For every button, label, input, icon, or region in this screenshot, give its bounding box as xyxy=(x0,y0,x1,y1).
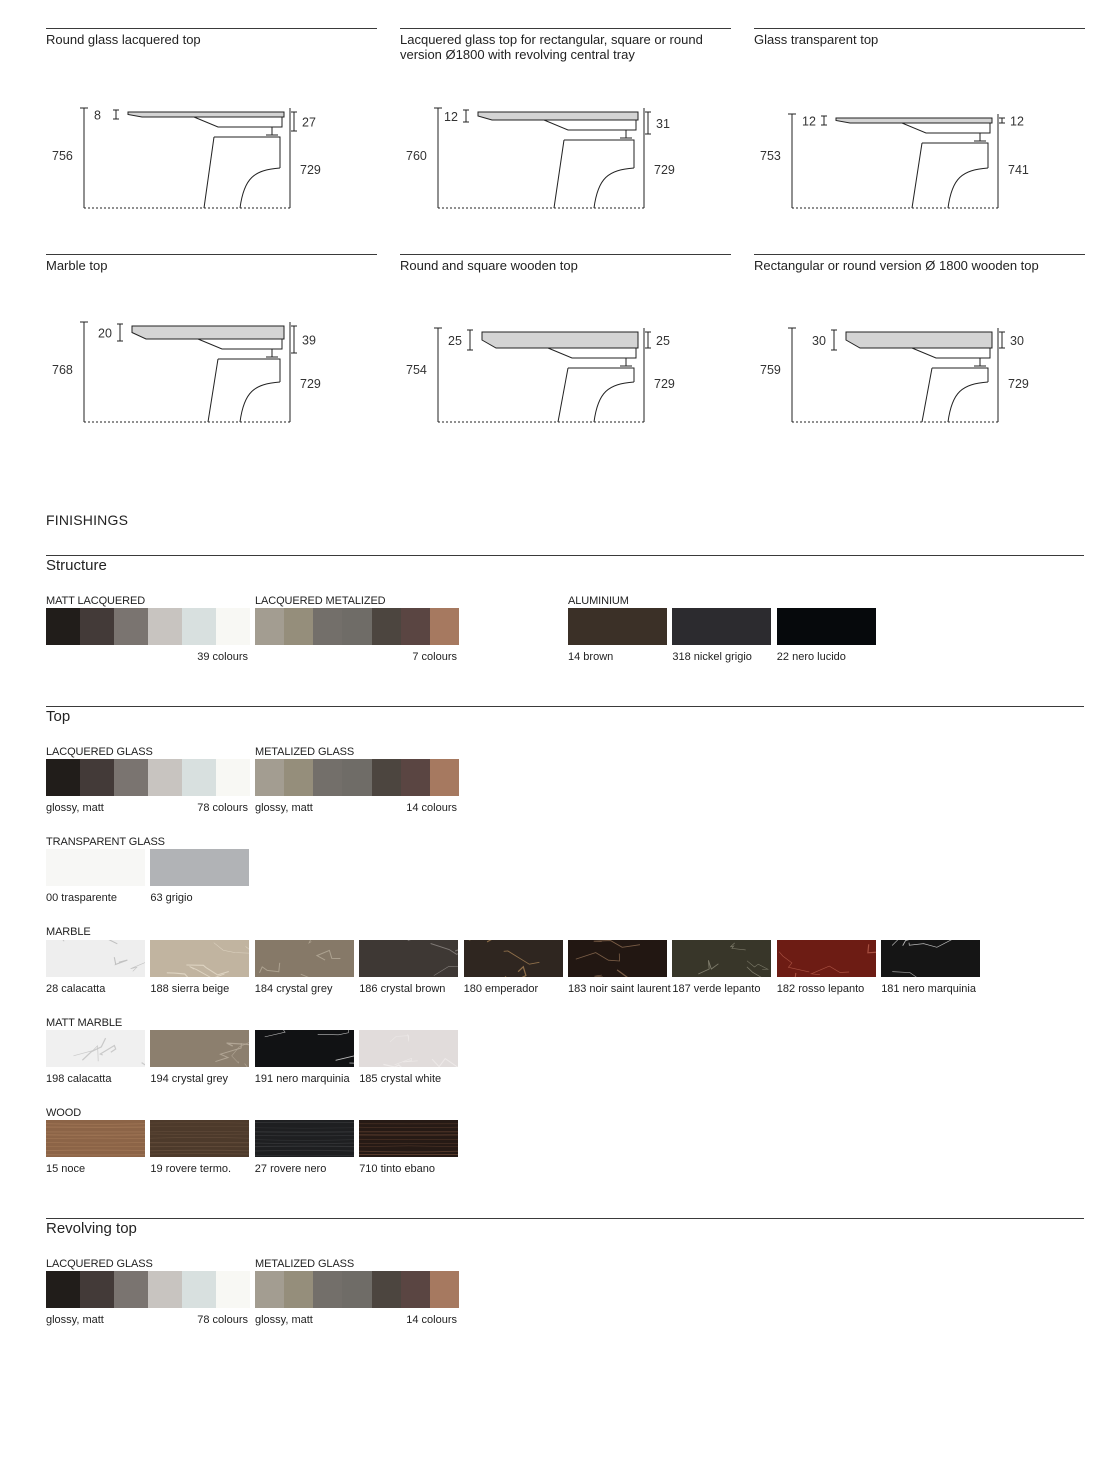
finish-tile-label: 00 trasparente xyxy=(46,892,117,904)
table-top-slab xyxy=(836,118,992,123)
color-swatch[interactable] xyxy=(401,1271,430,1308)
finish-tile[interactable] xyxy=(150,940,249,977)
support-plate xyxy=(902,123,990,133)
diagram-title: Round and square wooden top xyxy=(400,258,578,273)
lacquered-metalized-label: LACQUERED METALIZED xyxy=(255,595,386,607)
top-thickness-value: 8 xyxy=(94,108,101,123)
texture xyxy=(150,1120,249,1157)
metalized-glass-label: METALIZED GLASS xyxy=(255,746,355,758)
color-swatch[interactable] xyxy=(342,608,371,645)
color-swatch[interactable] xyxy=(148,608,182,645)
top-thickness-value: 12 xyxy=(444,110,458,124)
transparent-glass-label: TRANSPARENT GLASS xyxy=(46,836,165,848)
color-swatch[interactable] xyxy=(182,1271,216,1308)
section-drawing xyxy=(400,104,730,234)
table-top-slab xyxy=(132,326,284,339)
finish-tile-label: 188 sierra beige xyxy=(150,983,230,995)
texture xyxy=(255,1120,354,1157)
table-top-slab xyxy=(846,332,992,348)
color-swatch[interactable] xyxy=(80,608,114,645)
base-height-value: 729 xyxy=(654,377,675,391)
color-swatch[interactable] xyxy=(430,759,459,796)
revolving-lacquered-glass-label: LACQUERED GLASS xyxy=(46,1258,153,1270)
matt-lacquered-swatches xyxy=(46,608,250,645)
diagram-title: Glass transparent top xyxy=(754,32,879,47)
matt-marble-label: MATT MARBLE xyxy=(46,1017,123,1029)
color-swatch[interactable] xyxy=(114,759,148,796)
texture xyxy=(46,940,145,977)
right-top-value: 27 xyxy=(302,115,316,130)
finish-tile-label: 186 crystal brown xyxy=(359,983,446,995)
section-drawing xyxy=(46,318,376,448)
finish-tile[interactable] xyxy=(568,608,667,645)
diagram-divider xyxy=(754,254,1085,255)
finish-tile[interactable] xyxy=(359,1030,458,1067)
support-plate xyxy=(912,348,990,358)
top-thickness-value: 30 xyxy=(812,334,826,348)
section-diagram xyxy=(754,318,1074,478)
matt-lacquered-count: 39 colours xyxy=(197,651,248,663)
finish-tile[interactable] xyxy=(150,849,249,886)
wood-label: WOOD xyxy=(46,1107,82,1119)
base-height-value: 729 xyxy=(654,163,675,177)
revolving-lacquered-glass-swatches xyxy=(46,1271,250,1308)
finish-tile[interactable] xyxy=(672,608,771,645)
base-height-value: 741 xyxy=(1008,163,1029,177)
finish-tile-label: 191 nero marquinia xyxy=(254,1073,350,1085)
color-swatch[interactable] xyxy=(46,608,80,645)
section-drawing xyxy=(754,104,1084,234)
diagram-title: Lacquered glass top for rectangular, square or round version Ø1800 with revolving central tray xyxy=(400,32,703,62)
texture xyxy=(881,940,980,977)
lacquered-metalized-swatches xyxy=(255,608,459,645)
section-diagram xyxy=(754,104,1074,264)
finishings-heading: FINISHINGS xyxy=(46,512,129,528)
lacquered-metalized-count: 7 colours xyxy=(412,651,457,663)
finish-tile-label: 180 emperador xyxy=(463,983,539,995)
metalized-glass-swatches xyxy=(255,759,459,796)
color-swatch[interactable] xyxy=(182,608,216,645)
finish-tile[interactable] xyxy=(46,849,145,886)
color-swatch[interactable] xyxy=(342,1271,371,1308)
right-top-value: 25 xyxy=(656,334,670,348)
section-diagram xyxy=(400,104,720,264)
finish-tile-label: 318 nickel grigio xyxy=(672,651,752,663)
finish-tile-label: 185 crystal white xyxy=(359,1073,442,1085)
color-swatch[interactable] xyxy=(430,1271,459,1308)
color-swatch[interactable] xyxy=(216,1271,250,1308)
color-swatch[interactable] xyxy=(148,759,182,796)
finish-tile[interactable] xyxy=(46,940,145,977)
divider xyxy=(46,1218,1084,1219)
color-swatch[interactable] xyxy=(372,608,401,645)
finish-tile[interactable] xyxy=(255,1030,354,1067)
texture xyxy=(672,940,771,977)
revolving-lacquered-glass-count: 78 colours xyxy=(197,1314,248,1326)
top-thickness-value: 20 xyxy=(98,326,112,341)
right-top-value: 30 xyxy=(1010,334,1024,348)
lacquered-glass-finish: glossy, matt xyxy=(46,802,104,814)
color-swatch[interactable] xyxy=(372,759,401,796)
finish-tile-label: 19 rovere termo. xyxy=(150,1163,232,1175)
color-swatch[interactable] xyxy=(372,1271,401,1308)
marble-label: MARBLE xyxy=(46,926,91,938)
finish-tile[interactable] xyxy=(777,940,876,977)
color-swatch[interactable] xyxy=(284,608,313,645)
color-swatch[interactable] xyxy=(255,759,284,796)
color-swatch[interactable] xyxy=(255,1271,284,1308)
color-swatch[interactable] xyxy=(313,1271,342,1308)
finish-tile-label: 27 rovere nero xyxy=(254,1163,327,1175)
color-swatch[interactable] xyxy=(313,608,342,645)
base-height-value: 729 xyxy=(300,377,321,391)
right-top-value: 31 xyxy=(656,117,670,131)
revolving-metalized-glass-label: METALIZED GLASS xyxy=(255,1258,355,1270)
revolving-lacquered-glass-finish: glossy, matt xyxy=(46,1314,104,1326)
finish-tile-label: 181 nero marquinia xyxy=(881,983,976,995)
color-swatch[interactable] xyxy=(148,1271,182,1308)
texture xyxy=(150,940,249,977)
total-height-value: 759 xyxy=(760,363,781,377)
lacquered-glass-count: 78 colours xyxy=(197,802,248,814)
color-swatch[interactable] xyxy=(401,608,430,645)
diagram-divider xyxy=(400,28,731,29)
texture xyxy=(46,1030,145,1067)
revolving-metalized-glass-count: 14 colours xyxy=(406,1314,457,1326)
table-top-slab xyxy=(478,112,638,120)
section-diagram xyxy=(46,318,366,478)
section-drawing xyxy=(400,318,730,448)
diagram-divider xyxy=(46,28,377,29)
finish-tile-label: 710 tinto ebano xyxy=(359,1163,436,1175)
table-top-slab xyxy=(128,112,284,117)
finish-tile-label: 184 crystal grey xyxy=(254,983,333,995)
color-swatch[interactable] xyxy=(313,759,342,796)
color-swatch[interactable] xyxy=(114,608,148,645)
color-swatch[interactable] xyxy=(216,608,250,645)
top-heading: Top xyxy=(46,708,71,725)
finish-tile[interactable] xyxy=(464,940,563,977)
matt-lacquered-label: MATT LACQUERED xyxy=(46,595,146,607)
base-height-value: 729 xyxy=(300,163,321,177)
finish-tile-label: 187 verde lepanto xyxy=(672,983,761,995)
color-swatch[interactable] xyxy=(401,759,430,796)
finish-tile-label: 28 calacatta xyxy=(46,983,106,995)
texture xyxy=(777,940,876,977)
diagram-divider xyxy=(400,254,731,255)
color-swatch[interactable] xyxy=(284,1271,313,1308)
finish-tile-label: 14 brown xyxy=(568,651,614,663)
finish-tile-label: 63 grigio xyxy=(150,892,193,904)
finish-tile[interactable] xyxy=(359,1120,458,1157)
support-plate xyxy=(198,339,282,349)
color-swatch[interactable] xyxy=(80,759,114,796)
section-drawing xyxy=(754,318,1084,448)
color-swatch[interactable] xyxy=(182,759,216,796)
diagram-divider xyxy=(46,254,377,255)
color-swatch[interactable] xyxy=(80,1271,114,1308)
total-height-value: 756 xyxy=(52,149,73,163)
total-height-value: 768 xyxy=(52,363,73,377)
total-height-value: 760 xyxy=(406,149,427,163)
section-diagram xyxy=(46,104,366,264)
texture xyxy=(150,1030,249,1067)
finish-tile-label: 198 calacatta xyxy=(46,1073,112,1085)
diagram-title: Rectangular or round version Ø 1800 wooden top xyxy=(754,258,1039,273)
finish-tile-label: 22 nero lucido xyxy=(776,651,846,663)
total-height-value: 753 xyxy=(760,149,781,163)
color-swatch[interactable] xyxy=(284,759,313,796)
finish-tile[interactable] xyxy=(255,1120,354,1157)
finish-tile-label: 183 noir saint laurent xyxy=(568,983,671,995)
revolving-metalized-glass-finish: glossy, matt xyxy=(255,1314,313,1326)
structure-heading: Structure xyxy=(46,557,107,574)
base-height-value: 729 xyxy=(1008,377,1029,391)
texture xyxy=(255,1030,354,1067)
texture xyxy=(359,1030,458,1067)
top-thickness-value: 12 xyxy=(802,114,816,129)
texture xyxy=(46,1120,145,1157)
color-swatch[interactable] xyxy=(430,608,459,645)
finish-tile[interactable] xyxy=(46,1030,145,1067)
diagram-title: Round glass lacquered top xyxy=(46,32,201,47)
divider xyxy=(46,706,1084,707)
finish-tile[interactable] xyxy=(359,940,458,977)
finish-tile-label: 15 noce xyxy=(46,1163,86,1175)
texture xyxy=(359,940,458,977)
texture xyxy=(568,940,667,977)
finish-tile[interactable] xyxy=(150,1120,249,1157)
metalized-glass-finish: glossy, matt xyxy=(255,802,313,814)
diagram-divider xyxy=(754,28,1085,29)
texture xyxy=(255,940,354,977)
support-plate xyxy=(548,348,636,358)
support-plate xyxy=(544,120,636,130)
finish-tile-label: 182 rosso lepanto xyxy=(776,983,865,995)
support-plate xyxy=(194,117,282,127)
aluminium-label: ALUMINIUM xyxy=(568,595,629,607)
section-drawing xyxy=(46,104,376,234)
color-swatch[interactable] xyxy=(216,759,250,796)
revolving-top-heading: Revolving top xyxy=(46,1220,137,1237)
color-swatch[interactable] xyxy=(114,1271,148,1308)
lacquered-glass-label: LACQUERED GLASS xyxy=(46,746,153,758)
finish-tile[interactable] xyxy=(46,1120,145,1157)
finish-tile[interactable] xyxy=(568,940,667,977)
finish-tile[interactable] xyxy=(150,1030,249,1067)
total-height-value: 754 xyxy=(406,363,427,377)
color-swatch[interactable] xyxy=(255,608,284,645)
diagram-title: Marble top xyxy=(46,258,108,273)
table-top-slab xyxy=(482,332,638,348)
color-swatch[interactable] xyxy=(342,759,371,796)
right-top-value: 12 xyxy=(1010,114,1024,129)
lacquered-glass-swatches xyxy=(46,759,250,796)
finish-tile-label: 194 crystal grey xyxy=(150,1073,229,1085)
texture xyxy=(464,940,563,977)
right-top-value: 39 xyxy=(302,333,316,348)
texture xyxy=(359,1120,458,1157)
color-swatch[interactable] xyxy=(46,1271,80,1308)
color-swatch[interactable] xyxy=(46,759,80,796)
divider xyxy=(46,555,1084,556)
metalized-glass-count: 14 colours xyxy=(406,802,457,814)
revolving-metalized-glass-swatches xyxy=(255,1271,459,1308)
top-thickness-value: 25 xyxy=(448,334,462,348)
finish-tile[interactable] xyxy=(881,940,980,977)
finish-tile[interactable] xyxy=(255,940,354,977)
section-diagram xyxy=(400,318,720,478)
finish-tile[interactable] xyxy=(672,940,771,977)
finish-tile[interactable] xyxy=(777,608,876,645)
